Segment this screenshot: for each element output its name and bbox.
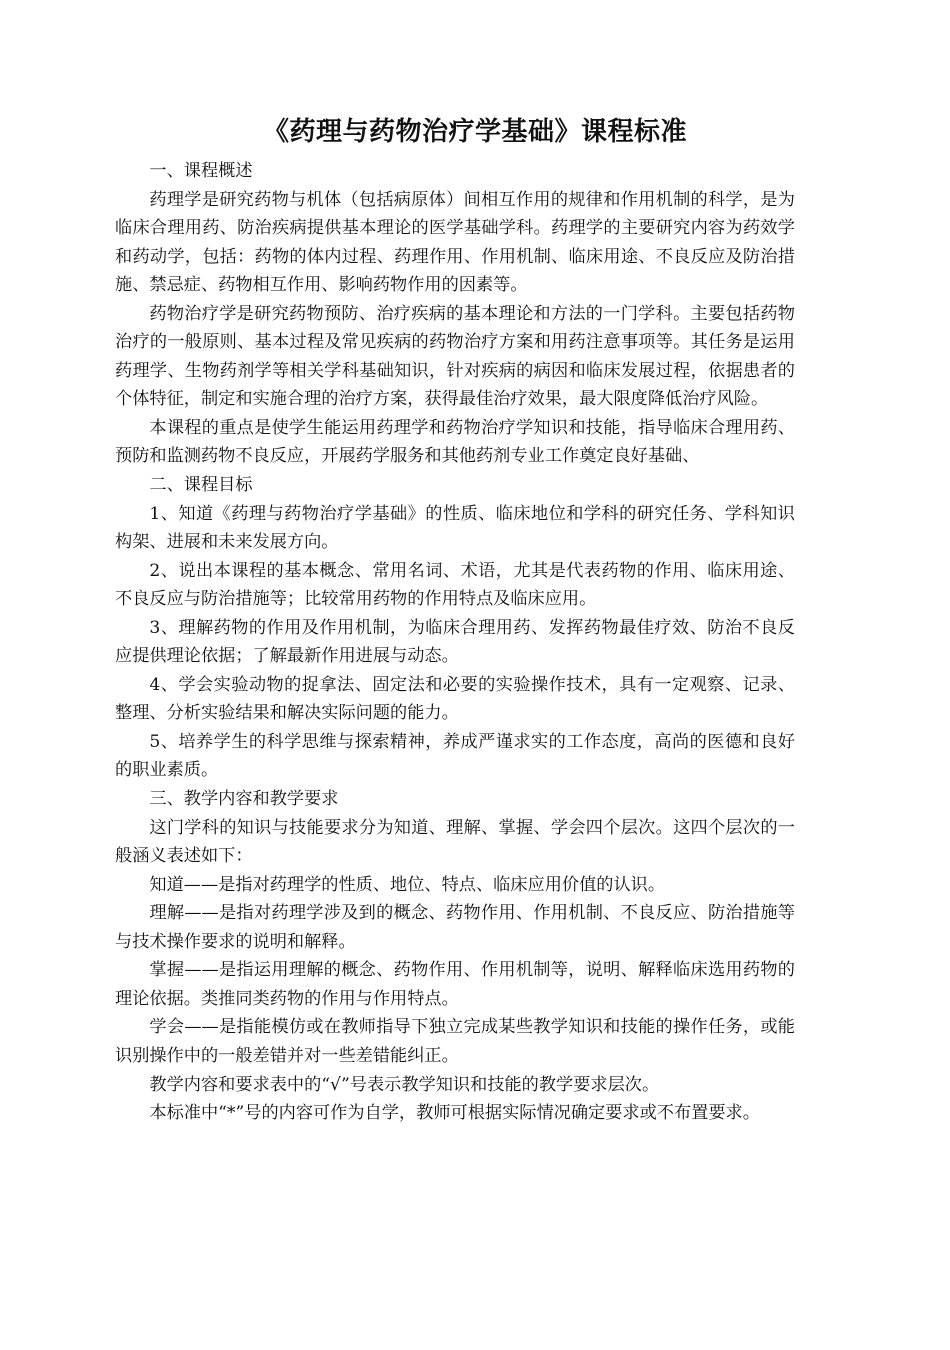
document-body	[115, 157, 795, 1128]
document-title: 《药理与药物治疗学基础》课程标准	[262, 117, 687, 147]
paragraph-pharmacotherapy: 药物治疗学是研究药物预防、治疗疾病的基本理论和方法的一门学科。主要包括药物治疗的一般原则、基本过程及常见疾病的药物治疗方案和用药注意事项等。其任务是运用药理学、生物药剂学等相关学科基础知识，针对疾病的病因和临床发展过程，依据患者的个体特征，制定和实施合理的治疗方案，获得最佳治疗效果，最大限度降低治疗风险。	[115, 303, 795, 410]
section-heading-content: 三、教学内容和教学要求	[149, 789, 339, 810]
goal-item-5: 5、培养学生的科学思维与探索精神，养成严谨求实的工作态度，高尚的医德和良好的职业素质。	[115, 731, 795, 781]
goal-item-1: 1、知道《药理与药物治疗学基础》的性质、临床地位和学科的研究任务、学科知识构架、进展和未来发展方向。	[115, 503, 795, 553]
goal-item-2: 2、说出本课程的基本概念、常用名词、术语，尤其是代表药物的作用、临床用途、不良反应与防治措施等；比较常用药物的作用特点及临床应用。	[115, 560, 795, 610]
note-asterisk: 本标准中“*”号的内容可作为自学，教师可根据实际情况确定要求或不布置要求。	[149, 1103, 760, 1124]
note-checkmark: 教学内容和要求表中的“√”号表示教学知识和技能的教学要求层次。	[149, 1074, 660, 1095]
level-master: 掌握——是指运用理解的概念、药物作用、作用机制等，说明、解释临床选用药物的理论依据。类推同类药物的作用与作用特点。	[115, 960, 795, 1009]
paragraph-pharmacology: 药理学是研究药物与机体（包括病原体）间相互作用的规律和作用机制的科学，是为临床合理用药、防治疾病提供基本理论的医学基础学科。药理学的主要研究内容为药效学和药动学，包括：药物的体内过程、药理作用、作用机制、临床用途、不良反应及防治措施、禁忌症、药物相互作用、影响药物作用的因素等。	[115, 189, 795, 296]
paragraph-levels-intro: 这门学科的知识与技能要求分为知道、理解、掌握、学会四个层次。这四个层次的一般涵义表述如下：	[115, 817, 795, 867]
goal-item-3: 3、理解药物的作用及作用机制，为临床合理用药、发挥药物最佳疗效、防治不良反应提供理论依据；了解最新作用进展与动态。	[115, 617, 795, 667]
level-understand: 理解——是指对药理学涉及到的概念、药物作用、作用机制、不良反应、防治措施等与技术操作要求的说明和解释。	[115, 903, 795, 952]
section-heading-goals: 二、课程目标	[149, 475, 253, 496]
section-heading-overview: 一、课程概述	[149, 161, 253, 181]
level-learn: 学会——是指能模仿或在教师指导下独立完成某些教学知识和技能的操作任务，或能识别操作中的一般差错并对一些差错能纠正。	[115, 1017, 795, 1066]
goal-item-4: 4、学会实验动物的捉拿法、固定法和必要的实验操作技术，具有一定观察、记录、整理、分析实验结果和解决实际问题的能力。	[115, 674, 795, 724]
paragraph-course-focus: 本课程的重点是使学生能运用药理学和药物治疗学知识和技能，指导临床合理用药、预防和监测药物不良反应，开展药学服务和其他药剂专业工作奠定良好基础、	[115, 417, 795, 467]
level-know: 知道——是指对药理学的性质、地位、特点、临床应用价值的认识。	[149, 874, 666, 895]
